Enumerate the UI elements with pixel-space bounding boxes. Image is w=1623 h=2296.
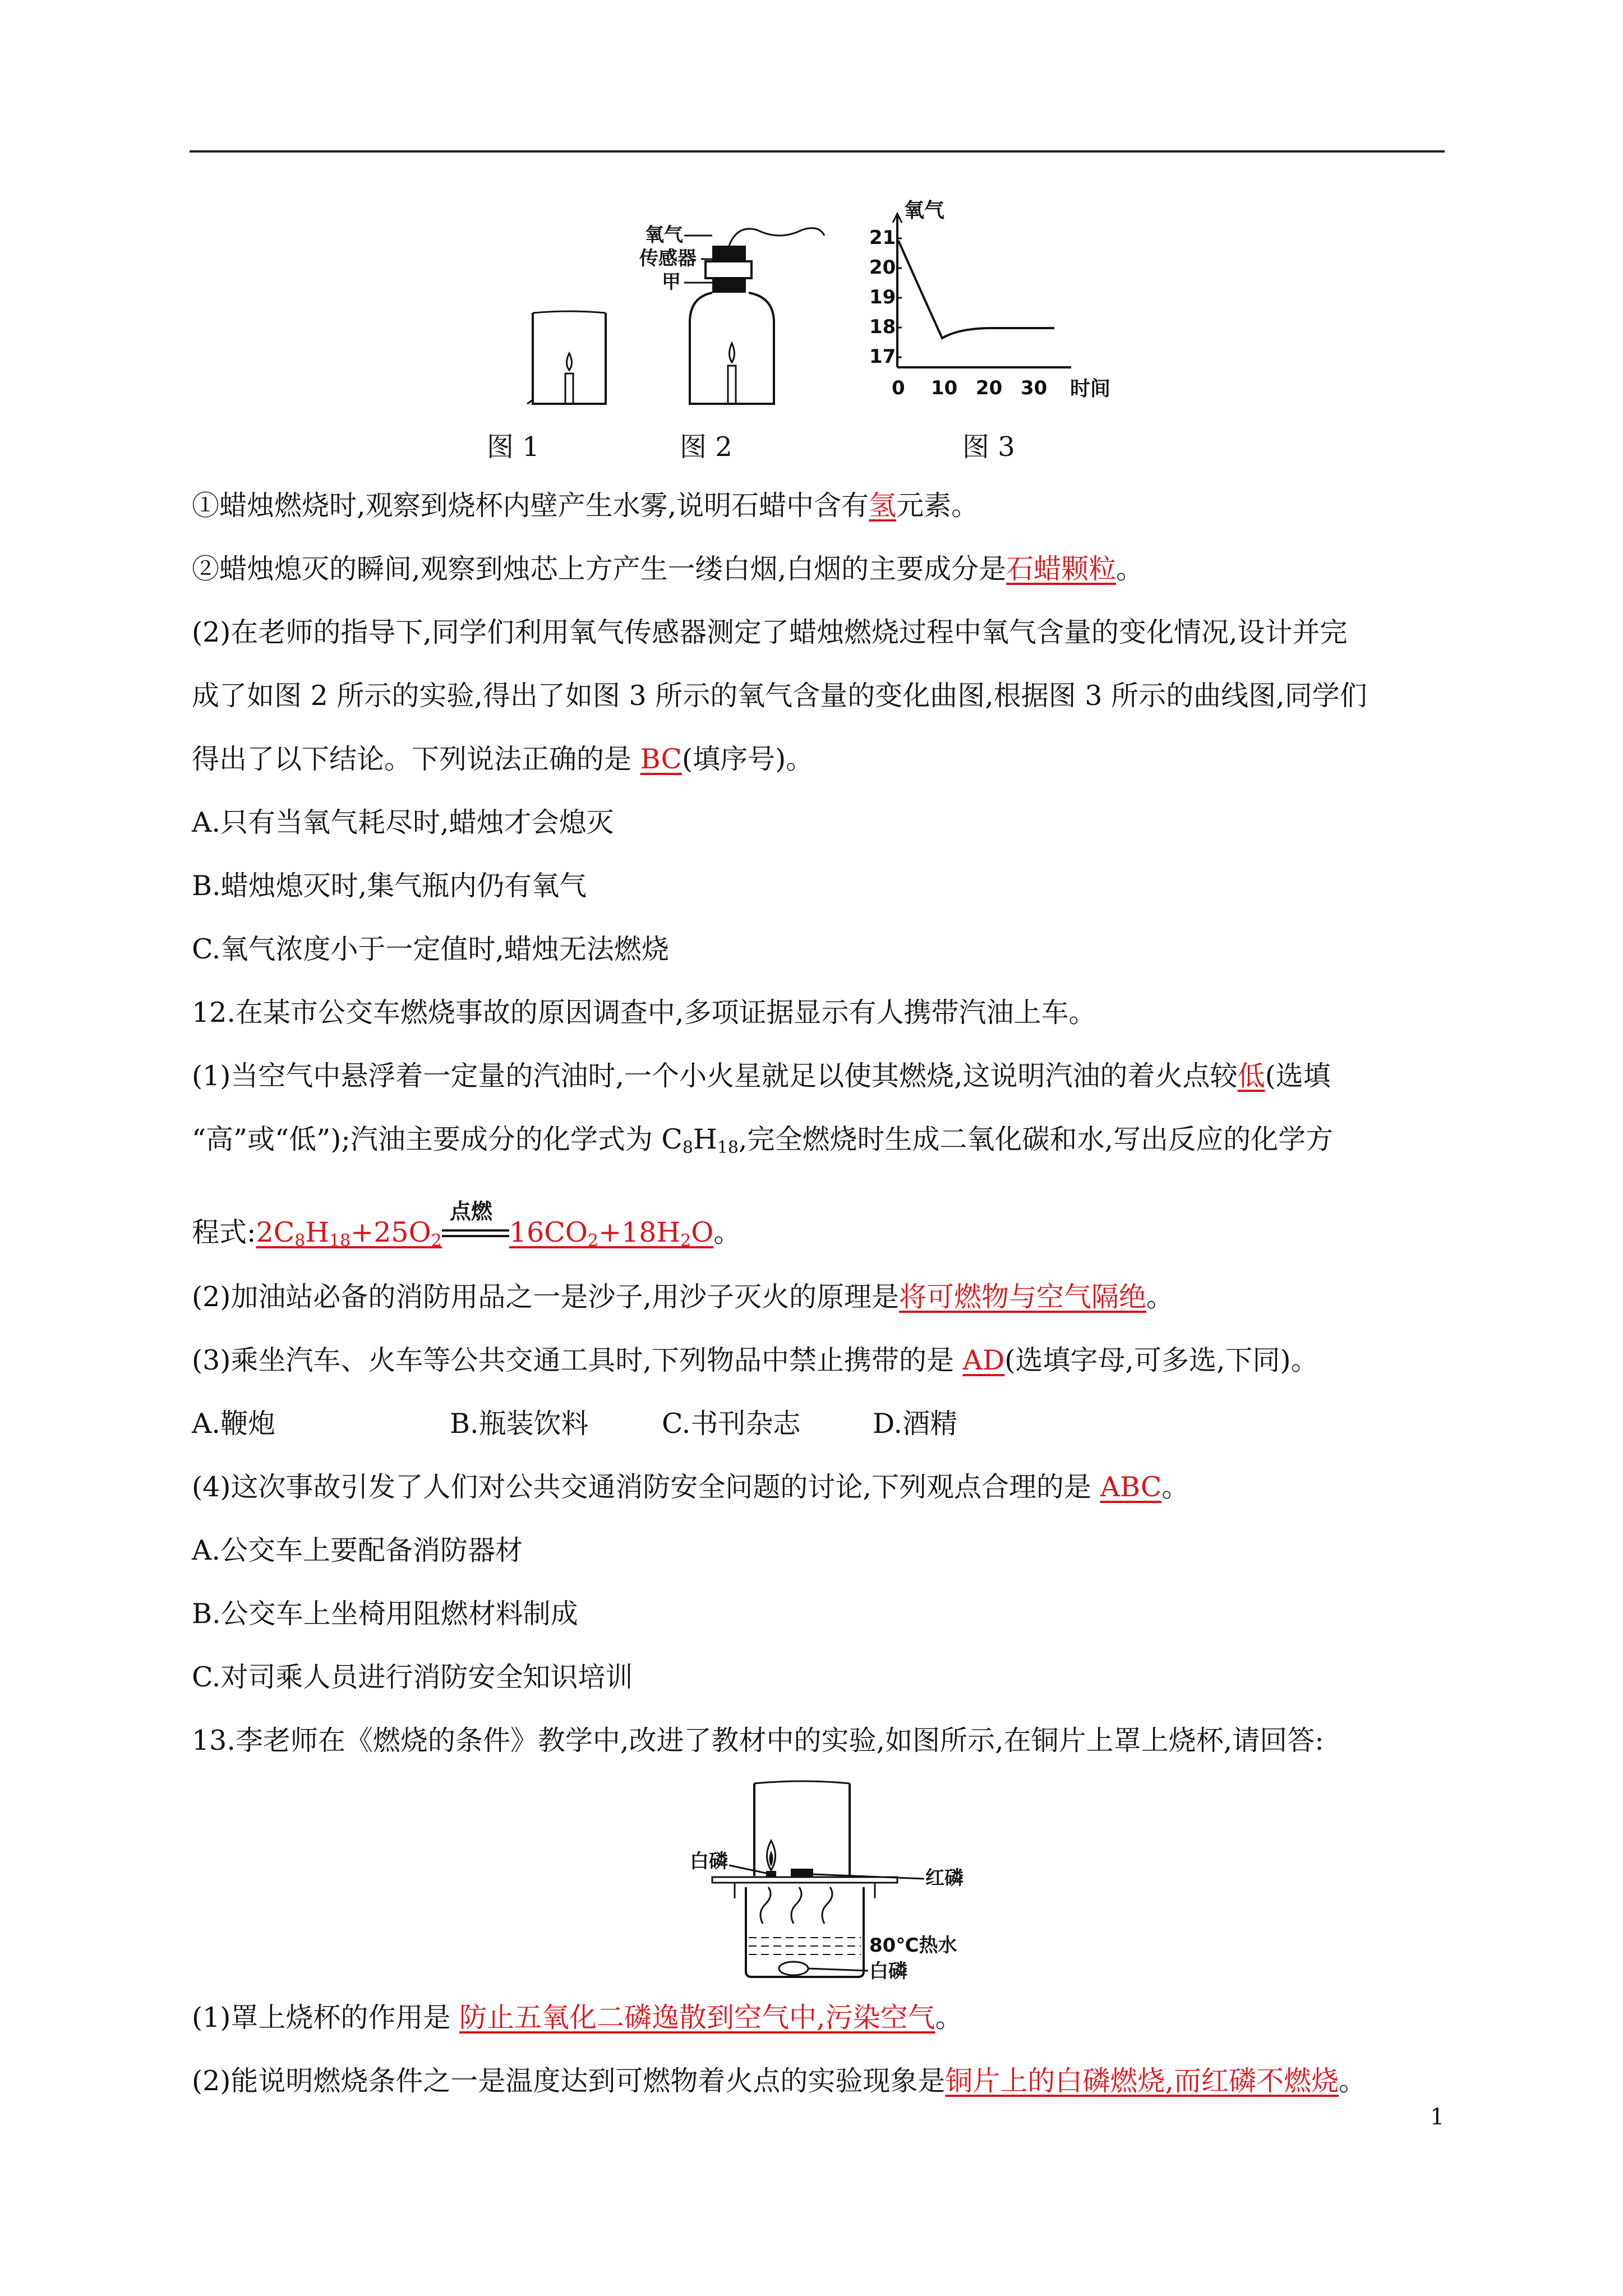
header-rule [190, 150, 1445, 153]
fig2-label-jia: 甲 [662, 271, 681, 293]
answer-blank: 铜片上的白磷燃烧,而红磷不燃烧 [945, 2065, 1339, 2097]
figure-2-bottle-sensor [639, 213, 830, 409]
q12-part3-option-a: A.鞭炮 [192, 1408, 275, 1440]
q13-part1: (1)罩上烧杯的作用是 防止五氧化二磷逸散到空气中,污染空气。 [192, 2002, 963, 2034]
q11-part2-line1: (2)在老师的指导下,同学们利用氧气传感器测定了蜡烛燃烧过程中氧气含量的变化情况,设计并完 [192, 616, 1348, 648]
equation-left: $2C_8H_{18}+25O_2$ [256, 1216, 442, 1251]
q12-part3: (3)乘坐汽车、火车等公共交通工具时,下列物品中禁止携带的是 AD(选填字母,可多选,下同)。 [192, 1344, 1318, 1376]
answer-blank: ABC [1100, 1471, 1162, 1503]
fig3-xtick-20: 20 [976, 377, 1003, 399]
q12-stem: 12.在某市公交车燃烧事故的原因调查中,多项证据显示有人携带汽油上车。 [192, 997, 1096, 1029]
fig3-xlabel: 时间 [1070, 377, 1111, 400]
caption-fig3: 图 3 [962, 431, 1015, 463]
equation-condition-arrow: 点燃 [442, 1224, 509, 1246]
q13-label-white-phosphorus-top: 白磷 [690, 1850, 728, 1873]
q12-part2: (2)加油站必备的消防用品之一是沙子,用沙子灭火的原理是将可燃物与空气隔绝。 [192, 1281, 1174, 1313]
q11-option-a: A.只有当氧气耗尽时,蜡烛才会熄灭 [192, 806, 614, 838]
q12-option-a: A.公交车上要配备消防器材 [192, 1534, 523, 1566]
fig3-xtick-0: 0 [892, 377, 905, 399]
fig3-ytick-18: 18 [869, 316, 896, 338]
q12-part3-option-c: C.书刊杂志 [662, 1408, 801, 1440]
q13-label-white-phosphorus-water: 白磷 [869, 1960, 907, 1983]
fig2-label-sensor: 传感器 [639, 247, 697, 270]
fig3-ytick-20: 20 [869, 256, 896, 279]
fig3-oxygen-curve-line [898, 241, 1054, 338]
q13-stem: 13.李老师在《燃烧的条件》教学中,改进了教材中的实验,如图所示,在铜片上罩上烧杯,请回答: [192, 1725, 1324, 1756]
q12-part3-option-d: D.酒精 [873, 1408, 958, 1440]
figure-q13-combustion-apparatus [690, 1778, 981, 1985]
q12-option-b: B.公交车上坐椅用阻燃材料制成 [192, 1598, 578, 1630]
q12-part1-line1: (1)当空气中悬浮着一定量的汽油时,一个小火星就足以使其燃烧,这说明汽油的着火点较低(选填 [192, 1060, 1331, 1092]
fig3-ytick-17: 17 [869, 345, 896, 368]
fig3-ytick-19: 19 [869, 286, 896, 308]
figure-1-beaker-candle [522, 307, 611, 408]
q11-option-c: C.氧气浓度小于一定值时,蜡烛无法燃烧 [192, 933, 669, 965]
answer-blank: AD [962, 1344, 1005, 1376]
q11-statement-1: ①蜡烛燃烧时,观察到烧杯内壁产生水雾,说明石蜡中含有氢元素。 [192, 490, 979, 522]
answer-blank: 石蜡颗粒 [1006, 553, 1117, 585]
fig3-ylabel: 氧气 [904, 199, 945, 222]
answer-blank: 防止五氧化二磷逸散到空气中,污染空气 [459, 2002, 935, 2034]
q12-part4: (4)这次事故引发了人们对公共交通消防安全问题的讨论,下列观点合理的是 ABC。 [192, 1471, 1189, 1503]
q13-label-hot-water: 80℃热水 [869, 1934, 957, 1957]
q12-part1-line2: “高”或“低”);汽油主要成分的化学式为 $C_8H_{18}$,完全燃烧时生成二氧化碳和水,写出反应的化学方 [192, 1123, 1334, 1158]
figure-3-oxygen-curve [864, 193, 1133, 409]
fig3-xtick-10: 10 [931, 377, 958, 399]
q12-part3-option-b: B.瓶装饮料 [450, 1408, 589, 1440]
caption-fig2: 图 2 [680, 431, 732, 463]
fig2-label-oxygen: 氧气 [645, 224, 683, 246]
q11-statement-2: ②蜡烛熄灭的瞬间,观察到烛芯上方产生一缕白烟,白烟的主要成分是石蜡颗粒。 [192, 553, 1144, 585]
answer-blank: 低 [1237, 1060, 1265, 1092]
equation-right: $16CO_2+18H_2O$ [509, 1216, 714, 1251]
q12-equation: 程式$:2C_8H_{18}+25O_2$ 点燃 $16CO_2+18H_2O$。 [192, 1198, 741, 1251]
caption-fig1: 图 1 [487, 431, 540, 463]
q13-part2: (2)能说明燃烧条件之一是温度达到可燃物着火点的实验现象是铜片上的白磷燃烧,而红磷不燃烧。 [192, 2065, 1367, 2097]
q13-label-red-phosphorus: 红磷 [925, 1867, 963, 1889]
answer-blank: BC [640, 743, 682, 775]
fig3-xtick-30: 30 [1021, 377, 1048, 399]
q11-part2-line2: 成了如图 2 所示的实验,得出了如图 3 所示的氧气含量的变化曲图,根据图 3 所示的曲线图,同学们 [192, 680, 1367, 712]
fig3-ytick-21: 21 [869, 227, 896, 249]
q12-option-c: C.对司乘人员进行消防安全知识培训 [192, 1661, 633, 1693]
answer-blank: 氢 [869, 490, 897, 522]
page-number: 1 [1430, 2104, 1445, 2130]
q11-option-b: B.蜡烛熄灭时,集气瓶内仍有氧气 [192, 870, 587, 902]
q11-part2-line3: 得出了以下结论。下列说法正确的是 BC(填序号)。 [192, 743, 814, 775]
answer-blank: 将可燃物与空气隔绝 [899, 1281, 1147, 1313]
